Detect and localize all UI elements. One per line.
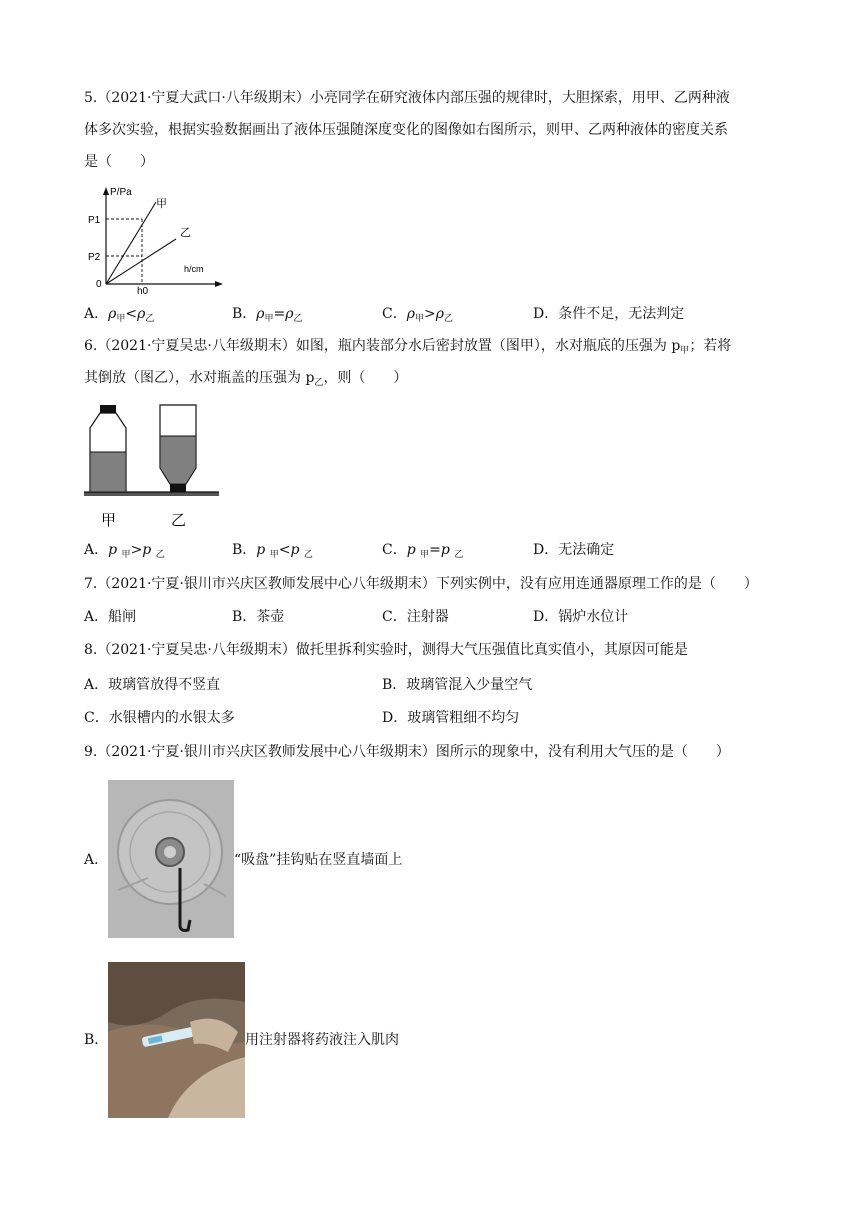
line-jia <box>106 202 156 284</box>
q6-option-c[interactable]: C．p $_甲$=p $_乙$ <box>382 542 464 560</box>
q9-line-1: 9.（2021·宁夏·银川市兴庆区教师发展中心八年级期末）图所示的现象中，没有利用大气压的是（ ） <box>84 744 730 760</box>
bottle-figure <box>84 400 224 530</box>
q6-option-b[interactable]: B．p $_甲$<p $_乙$ <box>232 542 313 560</box>
q7-option-a[interactable]: A．船闸 <box>84 609 137 625</box>
q7-option-c[interactable]: C．注射器 <box>382 609 449 625</box>
x-axis-label: h/cm <box>184 264 204 274</box>
bottle-yi-cap <box>170 484 186 492</box>
q6-option-d[interactable]: D．无法确定 <box>533 542 615 558</box>
q5-option-b[interactable]: B．$\rho_甲=\rho_乙$ <box>232 306 303 324</box>
q9-option-a-text: “吸盘”挂钩贴在竖直墙面上 <box>234 852 403 868</box>
q8-option-a[interactable]: A．玻璃管放得不竖直 <box>84 677 221 693</box>
syringe-injection-photo[interactable] <box>108 962 245 1118</box>
q7-line-1: 7.（2021·宁夏·银川市兴庆区教师发展中心八年级期末）下列实例中，没有应用连通器原理工作的是（ ） <box>84 576 758 592</box>
bottle-jia-water <box>91 452 126 491</box>
q5-line-1: 5.（2021·宁夏大武口·八年级期末）小亮同学在研究液体内部压强的规律时，大胆探索，用甲、乙两种液 <box>84 90 730 106</box>
fig-label-yi: 乙 <box>171 511 187 529</box>
q5-option-a[interactable]: A．$\rho_甲<\rho_乙$ <box>84 306 155 324</box>
y-axis-arrow <box>103 187 109 195</box>
origin-label: 0 <box>96 279 102 290</box>
q9-option-a-letter[interactable]: A． <box>84 852 109 868</box>
line-yi <box>106 239 176 284</box>
q5-line-3: 是（ ） <box>84 154 154 170</box>
q8-line-1: 8.（2021·宁夏吴忠·八年级期末）做托里拆利实验时，测得大气压强值比真实值小，其原因可能是 <box>84 642 688 658</box>
q6-line-2: 其倒放（图乙），水对瓶盖的压强为 $p_乙$，则（ ） <box>84 370 408 388</box>
q5-option-d[interactable]: D．条件不足，无法判定 <box>533 306 685 322</box>
yi-label: 乙 <box>180 226 191 239</box>
q9-option-b-letter[interactable]: B． <box>84 1032 109 1048</box>
fig-label-jia: 甲 <box>101 511 117 529</box>
y-axis-label: P/Pa <box>110 187 132 198</box>
p2-label: P2 <box>88 252 101 263</box>
q7-option-b[interactable]: B．茶壶 <box>232 609 285 625</box>
q8-option-c[interactable]: C．水银槽内的水银太多 <box>84 710 235 726</box>
q6-option-a[interactable]: A．p $_甲$>p $_乙$ <box>84 542 165 560</box>
pressure-depth-graph <box>86 184 226 294</box>
q8-option-d[interactable]: D．玻璃管粗细不均匀 <box>382 710 520 726</box>
q5-option-c[interactable]: C．$\rho_甲>\rho_乙$ <box>382 306 453 324</box>
jia-label: 甲 <box>156 197 167 210</box>
x-axis-arrow <box>215 281 223 287</box>
bottle-jia-cap <box>100 405 116 413</box>
suction-cup-hook-photo[interactable] <box>108 780 234 938</box>
ground <box>84 492 219 496</box>
h0-label: h0 <box>137 286 149 294</box>
p1-label: P1 <box>88 215 101 226</box>
q9-option-b-text: 用注射器将药液注入肌肉 <box>245 1032 399 1048</box>
q8-option-b[interactable]: B．玻璃管混入少量空气 <box>382 677 533 693</box>
q5-line-2: 体多次实验，根据实验数据画出了液体压强随深度变化的图像如右图所示，则甲、乙两种液体的密度关系 <box>84 122 728 138</box>
q7-option-d[interactable]: D．锅炉水位计 <box>533 609 629 625</box>
q6-line-1: 6.（2021·宁夏吴忠·八年级期末）如图，瓶内装部分水后密封放置（图甲），水对瓶底的压强为 $p_甲$；若将 <box>84 338 732 356</box>
